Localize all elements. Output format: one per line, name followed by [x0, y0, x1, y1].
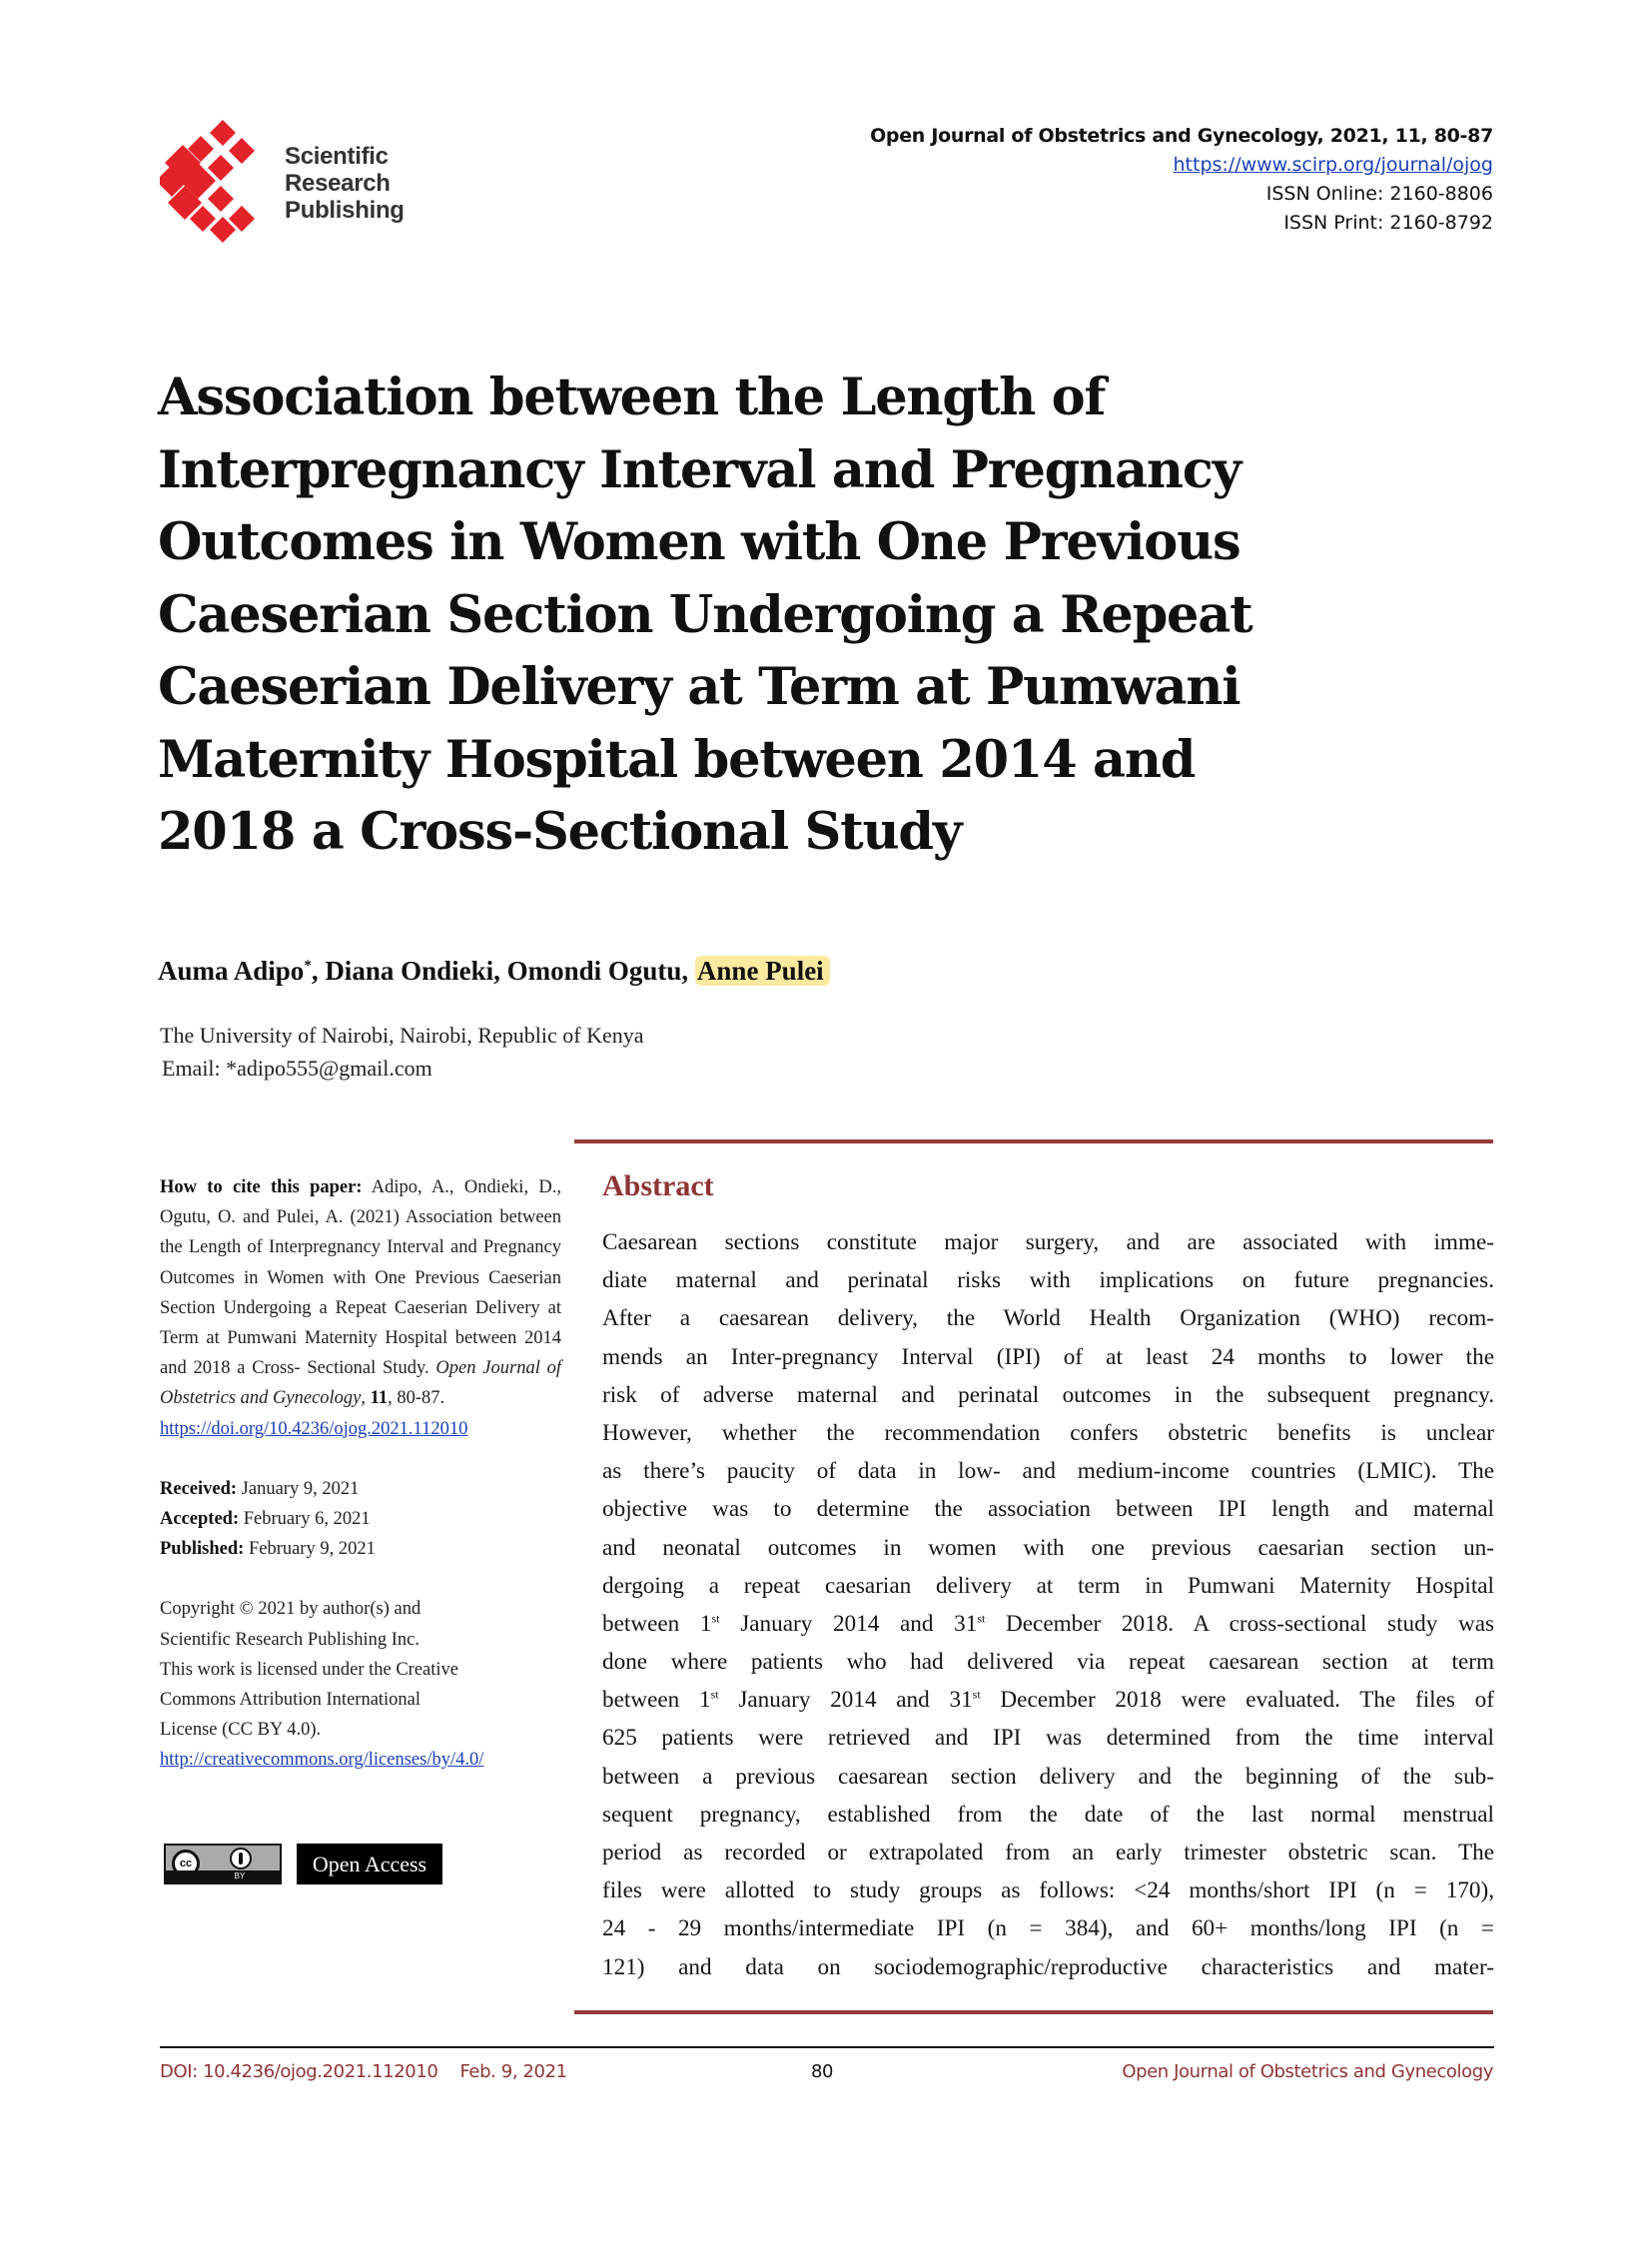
abstract-line: between 1st January 2014 and 31st December 2018. A cross-sectional study was: [602, 1610, 1495, 1637]
copyright-line: License (CC BY 4.0).: [160, 1720, 322, 1741]
cite-pages: , 80-87.: [388, 1388, 445, 1409]
footer-doi: DOI: 10.4236/ojog.2021.112010: [160, 2061, 438, 2082]
abstract-line: between a previous caesarean section delivery and the beginning of the sub-: [602, 1763, 1494, 1790]
abstract-line: between 1st January 2014 and 31st December 2018 were evaluated. The files of: [602, 1687, 1494, 1714]
title-line: 2018 a Cross-Sectional Study: [158, 802, 962, 862]
abstract-line: objective was to determine the association between IPI length and maternal: [602, 1496, 1494, 1523]
paper-title: [158, 362, 1356, 869]
journal-citation: Open Journal of Obstetrics and Gynecology, 2021, 11, 80-87: [870, 125, 1493, 147]
published-label: Published:: [160, 1539, 245, 1560]
cite-volume: 11: [370, 1388, 389, 1409]
title-line: Caeserian Delivery at Term at Pumwani: [158, 657, 1240, 717]
accepted-label: Accepted:: [160, 1509, 240, 1530]
title-line: Interpregnancy Interval and Pregnancy: [158, 439, 1241, 500]
citation-sidebar: [160, 1172, 561, 1776]
title-line: Caeserian Section Undergoing a Repeat: [158, 584, 1252, 645]
abstract-line: 121) and data on sociodemographic/reproductive characteristics and mater-: [602, 1953, 1494, 1980]
abstract-line: Caesarean sections constitute major surgery, and are associated with imme-: [602, 1229, 1494, 1255]
by-label: BY: [166, 1870, 280, 1882]
issn-online: ISSN Online: 2160-8806: [1265, 183, 1493, 205]
license-link[interactable]: http://creativecommons.org/licenses/by/4.0/: [160, 1750, 484, 1771]
abstract-bottom-rule: [574, 2010, 1493, 2014]
issn-print: ISSN Print: 2160-8792: [1283, 212, 1493, 234]
abstract-line: 625 patients were retrieved and IPI was determined from the time interval: [602, 1725, 1494, 1752]
received-label: Received:: [160, 1478, 238, 1499]
cc-by-badge[interactable]: [164, 1844, 282, 1884]
abstract-line: dergoing a repeat caesarian delivery at term in Pumwani Maternity Hospital: [602, 1572, 1494, 1599]
abstract-line: 24 - 29 months/intermediate IPI (n = 384), and 60+ months/long IPI (n =: [602, 1915, 1494, 1942]
received-row: [160, 1474, 561, 1504]
doi-link[interactable]: https://doi.org/10.4236/ojog.2021.112010: [160, 1418, 468, 1439]
cite-text: Adipo, A., Ondieki, D., Ogutu, O. and Pulei, A. (2021) Association between the Length of Interpregnancy Interval and Pregnancy Outcomes in Women with One Previous Caeserian Section Undergoing a Repeat Caeserian Delivery at Term at Pumwani Maternity Hospital between 2014 and 2018 a Cross- Sectional Study.: [160, 1177, 561, 1379]
author-names: , Diana Ondieki, Omondi Ogutu,: [311, 956, 695, 986]
abstract-line: period as recorded or extrapolated from an early trimester obstetric scan. The: [602, 1840, 1494, 1866]
title-line: Outcomes in Women with One Previous: [158, 512, 1240, 572]
accepted-row: [160, 1504, 561, 1534]
corresponding-mark: *: [304, 958, 312, 974]
abstract-line: done where patients who had delivered via repeat caesarean section at term: [602, 1649, 1494, 1676]
scirp-diamond-logo-icon: [160, 118, 275, 244]
page-number: 80: [811, 2061, 834, 2082]
publisher-logo: [160, 118, 429, 244]
publisher-name-line: Research: [285, 170, 391, 197]
cite-label: How to cite this paper:: [160, 1177, 363, 1197]
affiliation-block: [160, 1019, 643, 1085]
copyright-line: Commons Attribution International: [160, 1690, 421, 1711]
how-to-cite: How to cite this paper: Adipo, A., Ondieki, D., Ogutu, O. and Pulei, A. (2021) Association between the Length of Interpregnancy Interval and Pregnancy Outcomes in Women with One Previous Caeserian Section Undergoing a Repeat Caeserian Delivery at Term at Pumwani Maternity Hospital between 2014 and 2018 a Cross- Sectional Study. Open Journal of Obstetrics and Gynecology, 11, 80-87.: [160, 1177, 562, 1409]
footer-date: Feb. 9, 2021: [459, 2061, 567, 2082]
journal-header: [870, 122, 1493, 238]
published-date: February 9, 2021: [248, 1539, 376, 1560]
received-date: January 9, 2021: [241, 1478, 360, 1499]
email: Email: *adipo555@gmail.com: [162, 1056, 432, 1081]
abstract-line: diate maternal and perinatal risks with implications on future pregnancies.: [602, 1267, 1494, 1294]
author-list: [158, 949, 830, 988]
publisher-name-line: Scientific: [285, 143, 389, 170]
publisher-name: [285, 143, 405, 224]
abstract-line: sequent pregnancy, established from the date of the last normal menstrual: [602, 1801, 1494, 1828]
abstract-line: as there’s paucity of data in low- and medium-income countries (LMIC). The: [602, 1458, 1494, 1485]
attribution-person-icon: [230, 1848, 252, 1869]
copyright-line: This work is licensed under the Creative: [160, 1659, 458, 1680]
publisher-name-line: Publishing: [285, 197, 405, 224]
author-name: Auma Adipo: [158, 956, 305, 986]
title-line: Association between the Length of: [158, 368, 1106, 427]
abstract-line: mends an Inter-pregnancy Interval (IPI) of at least 24 months to lower the: [602, 1343, 1494, 1370]
title-line: Maternity Hospital between 2014 and: [158, 729, 1196, 790]
copyright-line: Copyright © 2021 by author(s) and: [160, 1599, 421, 1620]
abstract-line: and neonatal outcomes in women with one previous caesarian section un-: [602, 1534, 1494, 1561]
accepted-date: February 6, 2021: [243, 1509, 371, 1530]
footer-doi-date: [160, 2059, 567, 2085]
abstract-line: files were allotted to study groups as follows: <24 months/short IPI (n = 170),: [602, 1877, 1494, 1904]
footer-rule: [160, 2046, 1494, 2048]
creative-commons-icon: cc: [172, 1850, 200, 1877]
abstract-body: [602, 1223, 1494, 1986]
abstract-heading: Abstract: [602, 1169, 714, 1202]
abstract-line: After a caesarean delivery, the World Health Organization (WHO) recom-: [602, 1305, 1494, 1332]
journal-url-link[interactable]: https://www.scirp.org/journal/ojog: [1173, 154, 1493, 176]
abstract-line: However, whether the recommendation confers obstetric benefits is unclear: [602, 1419, 1494, 1446]
cite-journal: Open Journal of Obstetrics and Gynecology: [160, 1358, 562, 1409]
abstract-line: risk of adverse maternal and perinatal outcomes in the subsequent pregnancy.: [602, 1381, 1494, 1408]
affiliation: The University of Nairobi, Nairobi, Republic of Kenya: [160, 1023, 644, 1048]
footer-journal: Open Journal of Obstetrics and Gynecology: [1122, 2061, 1493, 2082]
open-access-badge: Open Access: [297, 1844, 442, 1884]
copyright-line: Scientific Research Publishing Inc.: [160, 1629, 419, 1650]
abstract-top-rule: [574, 1139, 1493, 1143]
license-badges: [164, 1844, 442, 1885]
highlighted-author: Anne Pulei: [695, 956, 830, 986]
published-row: [160, 1534, 561, 1564]
